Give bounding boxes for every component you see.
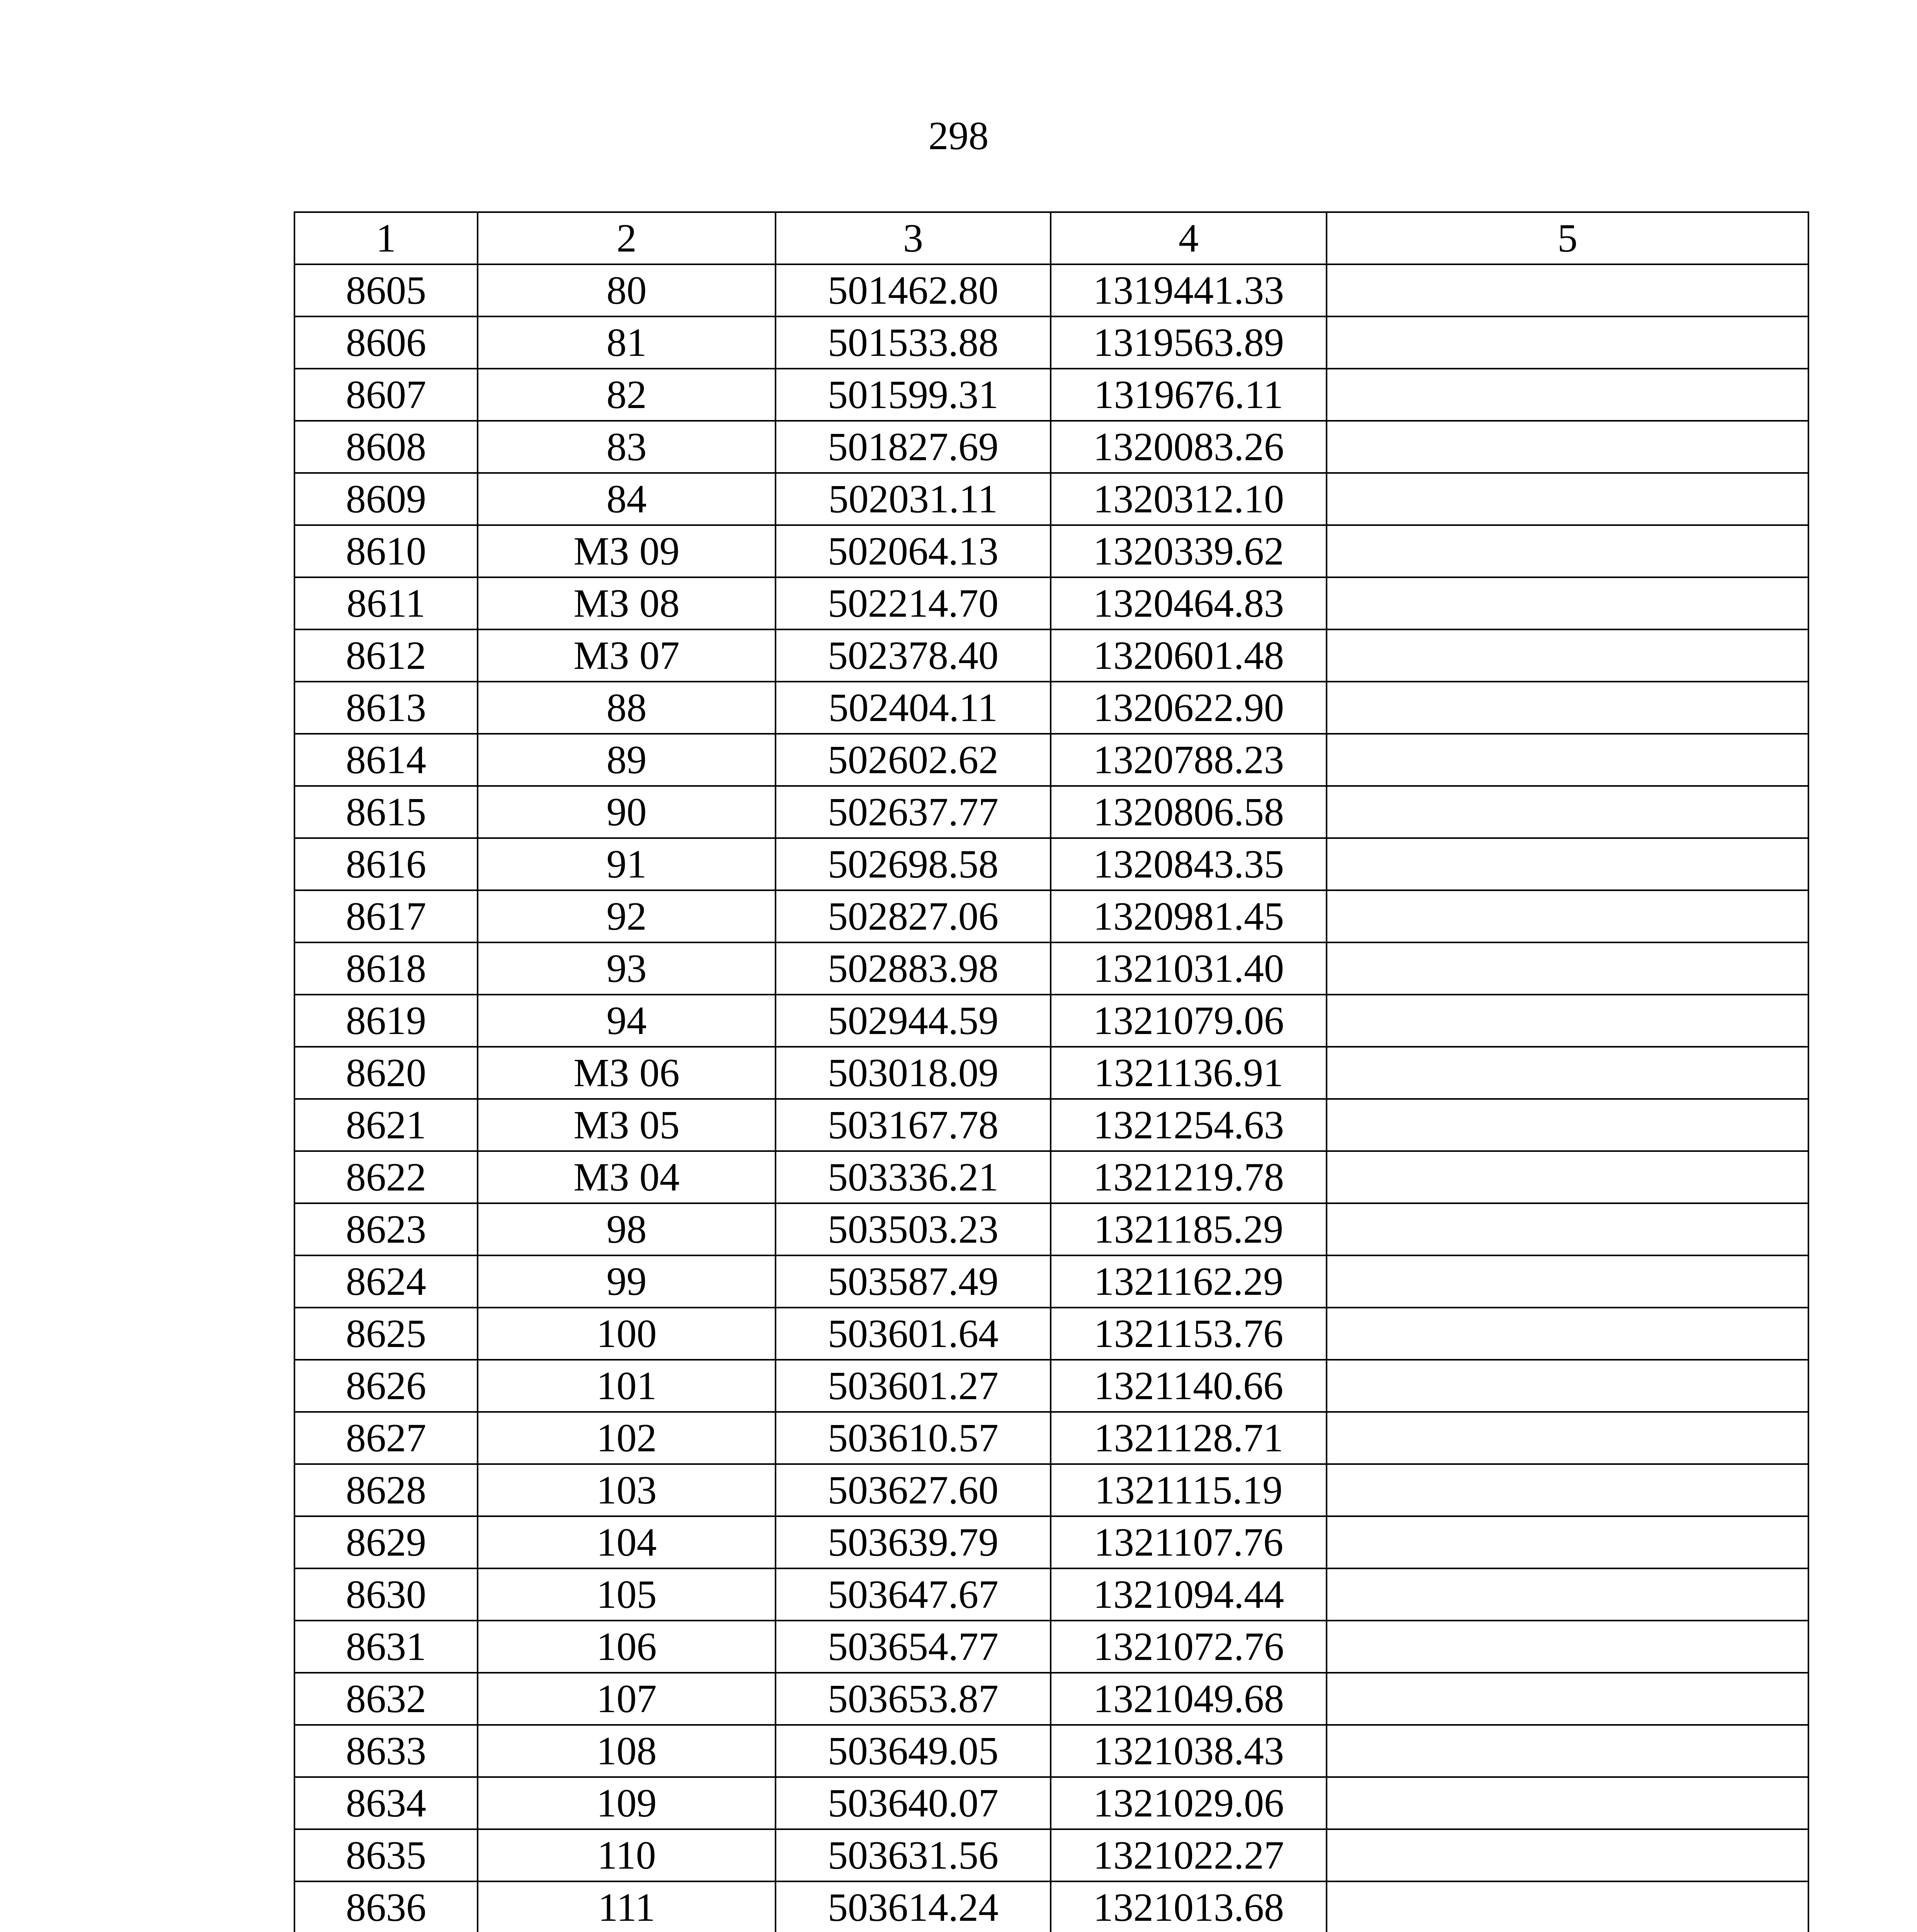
table-cell-col-3: 503627.60: [776, 1464, 1051, 1516]
table-cell-col-2: 98: [478, 1203, 776, 1255]
table-cell-col-2: 88: [478, 682, 776, 734]
table-cell-col-1: 8609: [294, 473, 478, 525]
table-cell-col-4: 1321254.63: [1051, 1099, 1327, 1151]
table-cell-col-5: [1327, 838, 1808, 890]
page-number: 298: [928, 114, 989, 158]
table-cell-col-5: [1327, 786, 1808, 838]
table-cell-col-2: 101: [478, 1360, 776, 1412]
table-cell-col-3: 503336.21: [776, 1151, 1051, 1203]
table-cell-col-1: 8614: [294, 734, 478, 786]
table-cell-col-5: [1327, 1673, 1808, 1725]
table-cell-col-4: 1319676.11: [1051, 369, 1327, 421]
table-row: [294, 1777, 1808, 1829]
table-cell-col-1: 8631: [294, 1621, 478, 1673]
table-cell-col-4: 1321128.71: [1051, 1412, 1327, 1464]
table-cell-col-2: 102: [478, 1412, 776, 1464]
table-cell-col-3: 502883.98: [776, 942, 1051, 995]
table-cell-col-5: [1327, 1568, 1808, 1621]
table-row: [294, 1099, 1808, 1151]
table-cell-col-2: 106: [478, 1621, 776, 1673]
table-cell-col-2: 104: [478, 1516, 776, 1568]
table-cell-col-1: 8607: [294, 369, 478, 421]
table-cell-col-3: 502944.59: [776, 995, 1051, 1047]
table-cell-col-5: [1327, 1881, 1808, 1932]
table-cell-col-2: 99: [478, 1255, 776, 1308]
table-cell-col-2: МЗ 07: [478, 629, 776, 682]
table-row: [294, 629, 1808, 682]
table-cell-col-4: 1319441.33: [1051, 264, 1327, 316]
table-cell-col-1: 8634: [294, 1777, 478, 1829]
table-cell-col-2: 89: [478, 734, 776, 786]
table-cell-col-4: 1321038.43: [1051, 1725, 1327, 1777]
table-cell-col-5: [1327, 890, 1808, 942]
table-cell-col-4: 1321162.29: [1051, 1255, 1327, 1308]
table-cell-col-5: [1327, 369, 1808, 421]
table-cell-col-4: 1320843.35: [1051, 838, 1327, 890]
table-cell-col-5: [1327, 1203, 1808, 1255]
table-cell-col-3: 502602.62: [776, 734, 1051, 786]
table-cell-col-1: 8628: [294, 1464, 478, 1516]
table-cell-col-4: 1320622.90: [1051, 682, 1327, 734]
table-cell-col-2: МЗ 09: [478, 525, 776, 577]
table-row: [294, 1203, 1808, 1255]
table-cell-col-1: 8617: [294, 890, 478, 942]
table-cell-col-3: 503503.23: [776, 1203, 1051, 1255]
table-cell-col-1: 8636: [294, 1881, 478, 1932]
coordinates-table: [294, 211, 1809, 1932]
table-row: [294, 1255, 1808, 1308]
table-row: [294, 1464, 1808, 1516]
table-cell-col-1: 8611: [294, 577, 478, 629]
table-cell-col-2: МЗ 05: [478, 1099, 776, 1151]
column-header-3: 3: [776, 212, 1051, 264]
table-cell-col-5: [1327, 421, 1808, 473]
table-cell-col-3: 502064.13: [776, 525, 1051, 577]
table-cell-col-2: 83: [478, 421, 776, 473]
table-row: [294, 1412, 1808, 1464]
table-row: [294, 525, 1808, 577]
table-cell-col-5: [1327, 734, 1808, 786]
table-body: [294, 264, 1808, 1932]
table-cell-col-1: 8625: [294, 1308, 478, 1360]
table-row: [294, 369, 1808, 421]
table-cell-col-3: 501533.88: [776, 316, 1051, 369]
table-cell-col-3: 503647.67: [776, 1568, 1051, 1621]
table-cell-col-2: 84: [478, 473, 776, 525]
table-cell-col-4: 1321072.76: [1051, 1621, 1327, 1673]
table-cell-col-4: 1321022.27: [1051, 1829, 1327, 1881]
table-cell-col-1: 8627: [294, 1412, 478, 1464]
table-row: [294, 786, 1808, 838]
table-cell-col-1: 8619: [294, 995, 478, 1047]
table-cell-col-3: 503587.49: [776, 1255, 1051, 1308]
table-cell-col-2: 92: [478, 890, 776, 942]
table-cell-col-4: 1321153.76: [1051, 1308, 1327, 1360]
table-cell-col-5: [1327, 264, 1808, 316]
table-cell-col-1: 8612: [294, 629, 478, 682]
table-cell-col-1: 8632: [294, 1673, 478, 1725]
table-cell-col-2: 93: [478, 942, 776, 995]
table-cell-col-5: [1327, 1725, 1808, 1777]
table-cell-col-2: 110: [478, 1829, 776, 1881]
table-cell-col-4: 1321219.78: [1051, 1151, 1327, 1203]
table-cell-col-2: 90: [478, 786, 776, 838]
table-cell-col-4: 1321136.91: [1051, 1047, 1327, 1099]
table-row: [294, 316, 1808, 369]
table-cell-col-4: 1320339.62: [1051, 525, 1327, 577]
table-cell-col-1: 8618: [294, 942, 478, 995]
table-cell-col-1: 8626: [294, 1360, 478, 1412]
table-cell-col-3: 502378.40: [776, 629, 1051, 682]
table-cell-col-4: 1319563.89: [1051, 316, 1327, 369]
table-cell-col-5: [1327, 473, 1808, 525]
table-row: [294, 1151, 1808, 1203]
table-cell-col-1: 8620: [294, 1047, 478, 1099]
column-header-4: 4: [1051, 212, 1327, 264]
table-cell-col-5: [1327, 1099, 1808, 1151]
table-cell-col-3: 503640.07: [776, 1777, 1051, 1829]
table-cell-col-5: [1327, 1777, 1808, 1829]
table-cell-col-2: 80: [478, 264, 776, 316]
table-cell-col-1: 8621: [294, 1099, 478, 1151]
table-cell-col-3: 501599.31: [776, 369, 1051, 421]
table-header: [294, 212, 1808, 264]
table-cell-col-3: 503601.27: [776, 1360, 1051, 1412]
table-cell-col-4: 1321185.29: [1051, 1203, 1327, 1255]
table-row: [294, 682, 1808, 734]
table-cell-col-4: 1321094.44: [1051, 1568, 1327, 1621]
table-cell-col-1: 8610: [294, 525, 478, 577]
table-cell-col-4: 1321140.66: [1051, 1360, 1327, 1412]
table-cell-col-2: МЗ 04: [478, 1151, 776, 1203]
table-cell-col-2: 111: [478, 1881, 776, 1932]
table-row: [294, 995, 1808, 1047]
table-cell-col-1: 8608: [294, 421, 478, 473]
table-cell-col-3: 503653.87: [776, 1673, 1051, 1725]
table-cell-col-3: 503649.05: [776, 1725, 1051, 1777]
table-row: [294, 1673, 1808, 1725]
table-cell-col-5: [1327, 1829, 1808, 1881]
table-cell-col-2: 82: [478, 369, 776, 421]
table-cell-col-4: 1320981.45: [1051, 890, 1327, 942]
table-cell-col-5: [1327, 1255, 1808, 1308]
table-cell-col-4: 1321115.19: [1051, 1464, 1327, 1516]
column-header-1: 1: [294, 212, 478, 264]
table-row: [294, 838, 1808, 890]
table-cell-col-4: 1321031.40: [1051, 942, 1327, 995]
table-cell-col-1: 8635: [294, 1829, 478, 1881]
table-cell-col-5: [1327, 1151, 1808, 1203]
table-row: [294, 264, 1808, 316]
table-cell-col-1: 8606: [294, 316, 478, 369]
table-cell-col-3: 503639.79: [776, 1516, 1051, 1568]
table-cell-col-3: 503631.56: [776, 1829, 1051, 1881]
table-cell-col-2: 103: [478, 1464, 776, 1516]
table-cell-col-5: [1327, 1516, 1808, 1568]
table-cell-col-4: 1321079.06: [1051, 995, 1327, 1047]
table-row: [294, 890, 1808, 942]
table-cell-col-1: 8629: [294, 1516, 478, 1568]
table-cell-col-1: 8615: [294, 786, 478, 838]
table-cell-col-4: 1321107.76: [1051, 1516, 1327, 1568]
table-cell-col-5: [1327, 525, 1808, 577]
table-cell-col-3: 503654.77: [776, 1621, 1051, 1673]
table-cell-col-5: [1327, 942, 1808, 995]
header-row: [294, 212, 1808, 264]
column-header-2: 2: [478, 212, 776, 264]
table-cell-col-3: 502404.11: [776, 682, 1051, 734]
table-cell-col-5: [1327, 1308, 1808, 1360]
table-cell-col-3: 503167.78: [776, 1099, 1051, 1151]
table-cell-col-3: 502698.58: [776, 838, 1051, 890]
table-cell-col-2: 100: [478, 1308, 776, 1360]
table-row: [294, 734, 1808, 786]
table-cell-col-5: [1327, 1360, 1808, 1412]
table-cell-col-5: [1327, 316, 1808, 369]
table-cell-col-3: 502214.70: [776, 577, 1051, 629]
table-cell-col-2: 107: [478, 1673, 776, 1725]
table-row: [294, 1829, 1808, 1881]
table-row: [294, 1516, 1808, 1568]
table-row: [294, 473, 1808, 525]
table-cell-col-4: 1320464.83: [1051, 577, 1327, 629]
table-row: [294, 1725, 1808, 1777]
table-cell-col-2: 91: [478, 838, 776, 890]
table-cell-col-5: [1327, 995, 1808, 1047]
column-header-5: 5: [1327, 212, 1808, 264]
table-row: [294, 1308, 1808, 1360]
table-row: [294, 1881, 1808, 1932]
table-cell-col-5: [1327, 1621, 1808, 1673]
table-cell-col-4: 1320312.10: [1051, 473, 1327, 525]
table-cell-col-5: [1327, 629, 1808, 682]
table-row: [294, 942, 1808, 995]
table-row: [294, 1360, 1808, 1412]
table-cell-col-2: 105: [478, 1568, 776, 1621]
table-cell-col-2: МЗ 06: [478, 1047, 776, 1099]
table-cell-col-2: МЗ 08: [478, 577, 776, 629]
table-cell-col-2: 94: [478, 995, 776, 1047]
table-cell-col-3: 503601.64: [776, 1308, 1051, 1360]
table-cell-col-4: 1320601.48: [1051, 629, 1327, 682]
table-cell-col-1: 8613: [294, 682, 478, 734]
table-cell-col-3: 503610.57: [776, 1412, 1051, 1464]
table-cell-col-1: 8624: [294, 1255, 478, 1308]
table-cell-col-1: 8622: [294, 1151, 478, 1203]
table-row: [294, 1047, 1808, 1099]
table-cell-col-4: 1320788.23: [1051, 734, 1327, 786]
table-cell-col-1: 8623: [294, 1203, 478, 1255]
table-cell-col-3: 502827.06: [776, 890, 1051, 942]
table-row: [294, 421, 1808, 473]
table-cell-col-4: 1321029.06: [1051, 1777, 1327, 1829]
table-cell-col-5: [1327, 1047, 1808, 1099]
table-cell-col-3: 501462.80: [776, 264, 1051, 316]
table-cell-col-2: 81: [478, 316, 776, 369]
table-cell-col-4: 1320083.26: [1051, 421, 1327, 473]
table-cell-col-5: [1327, 1464, 1808, 1516]
table-cell-col-3: 502031.11: [776, 473, 1051, 525]
table-cell-col-3: 503614.24: [776, 1881, 1051, 1932]
table-cell-col-3: 503018.09: [776, 1047, 1051, 1099]
table-cell-col-4: 1321049.68: [1051, 1673, 1327, 1725]
table-cell-col-1: 8605: [294, 264, 478, 316]
table-row: [294, 577, 1808, 629]
table-cell-col-5: [1327, 577, 1808, 629]
table-cell-col-1: 8630: [294, 1568, 478, 1621]
table-cell-col-3: 502637.77: [776, 786, 1051, 838]
table-cell-col-2: 108: [478, 1725, 776, 1777]
table-row: [294, 1621, 1808, 1673]
table-cell-col-1: 8616: [294, 838, 478, 890]
table-row: [294, 1568, 1808, 1621]
table-cell-col-5: [1327, 682, 1808, 734]
table-cell-col-3: 501827.69: [776, 421, 1051, 473]
table-cell-col-2: 109: [478, 1777, 776, 1829]
table-cell-col-5: [1327, 1412, 1808, 1464]
table-cell-col-4: 1321013.68: [1051, 1881, 1327, 1932]
table-cell-col-4: 1320806.58: [1051, 786, 1327, 838]
table-cell-col-1: 8633: [294, 1725, 478, 1777]
